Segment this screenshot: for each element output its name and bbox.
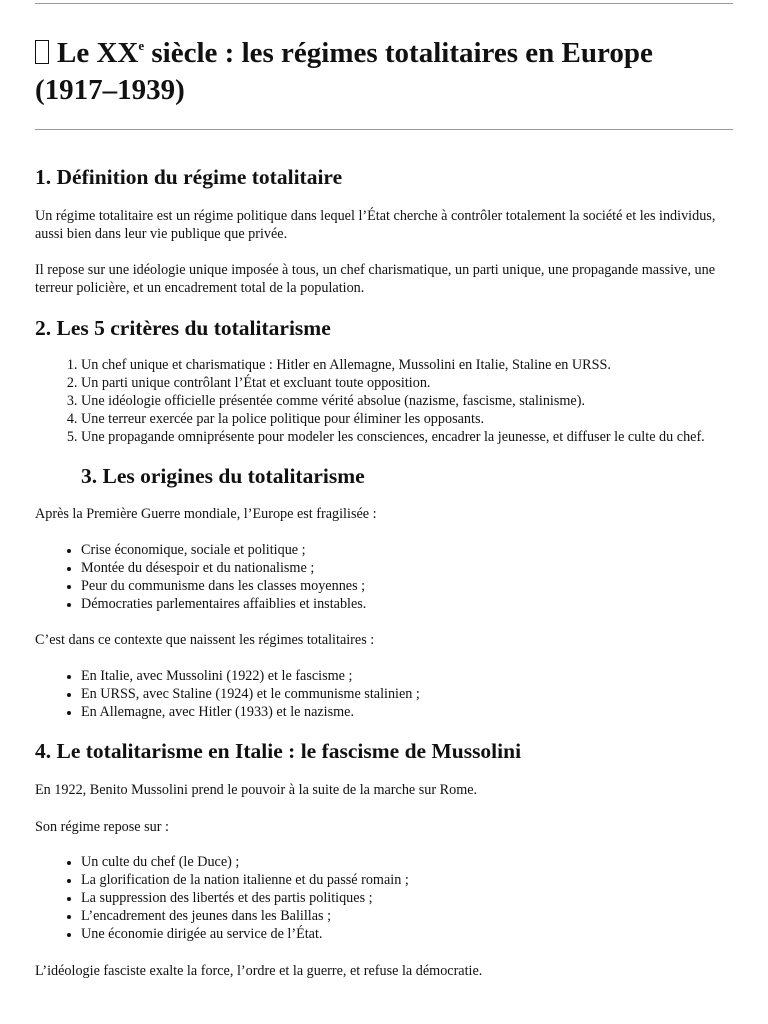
origins-list [35, 541, 733, 613]
list-item: • La glorification de la nation italienne et du passé romain ; [81, 871, 733, 889]
paragraph: Après la Première Guerre mondiale, l’Europe est fragilisée : [35, 506, 377, 522]
list-item: • Une économie dirigée au service de l’État. [81, 925, 733, 943]
paragraph: L’idéologie fasciste exalte la force, l’ordre et la guerre, et refuse la démocratie. [35, 963, 483, 979]
regimes-list [35, 667, 733, 721]
section-heading: 1. Définition du régime totalitaire [35, 165, 343, 189]
list-item: 1. Un chef unique et charismatique : Hitler en Allemagne, Mussolini en Italie, Staline en URSS. [81, 356, 733, 374]
paragraph: Il repose sur une idéologie unique imposée à tous, un chef charismatique, un parti unique, une propagande massive, une terreur policière, et un encadrement total de la population. [35, 262, 716, 296]
list-item: • Crise économique, sociale et politique ; [81, 541, 733, 559]
list-item: • Un culte du chef (le Duce) ; [81, 853, 733, 871]
title-superscript: e [138, 38, 145, 53]
list-item: 2. Un parti unique contrôlant l’État et excluant toute opposition. [81, 374, 733, 392]
section-heading: 4. Le totalitarisme en Italie : le fascisme de Mussolini [35, 739, 522, 763]
section-heading: 3. Les origines du totalitarisme [81, 464, 365, 488]
document-content [35, 164, 733, 980]
page-title [35, 35, 733, 109]
title-divider [35, 129, 733, 130]
list-item: • En Italie, avec Mussolini (1922) et le fascisme ; [81, 667, 733, 685]
list-item: • En URSS, avec Staline (1924) et le communisme stalinien ; [81, 685, 733, 703]
title-rest: siècle : les régimes totalitaires en Europe (1917–1939) [35, 37, 653, 106]
paragraph: C’est dans ce contexte que naissent les régimes totalitaires : [35, 632, 375, 648]
list-item: • Démocraties parlementaires affaiblies et instables. [81, 595, 733, 613]
section-heading: 2. Les 5 critères du totalitarisme [35, 316, 331, 340]
list-item: 5. Une propagande omniprésente pour modeler les consciences, encadrer la jeunesse, et diffuser le culte du chef. [81, 428, 733, 446]
list-item: • L’encadrement des jeunes dans les Balillas ; [81, 907, 733, 925]
list-item: 4. Une terreur exercée par la police politique pour éliminer les opposants. [81, 410, 733, 428]
top-divider [35, 3, 733, 4]
book-icon [35, 40, 49, 64]
italy-list [35, 853, 733, 943]
list-item: • Peur du communisme dans les classes moyennes ; [81, 577, 733, 595]
paragraph: En 1922, Benito Mussolini prend le pouvoir à la suite de la marche sur Rome. [35, 782, 478, 798]
list-item: 3. Une idéologie officielle présentée comme vérité absolue (nazisme, fascisme, stalinisme). [81, 392, 733, 410]
list-item: • Montée du désespoir et du nationalisme ; [81, 559, 733, 577]
criteria-list [35, 356, 733, 446]
paragraph: Son régime repose sur : [35, 819, 169, 835]
list-item: • En Allemagne, avec Hitler (1933) et le nazisme. [81, 703, 733, 721]
list-item: • La suppression des libertés et des partis politiques ; [81, 889, 733, 907]
paragraph: Un régime totalitaire est un régime politique dans lequel l’État cherche à contrôler totalement la société et les individus, aussi bien dans leur vie publique que privée. [35, 208, 716, 242]
title-prefix: Le XX [57, 37, 139, 69]
